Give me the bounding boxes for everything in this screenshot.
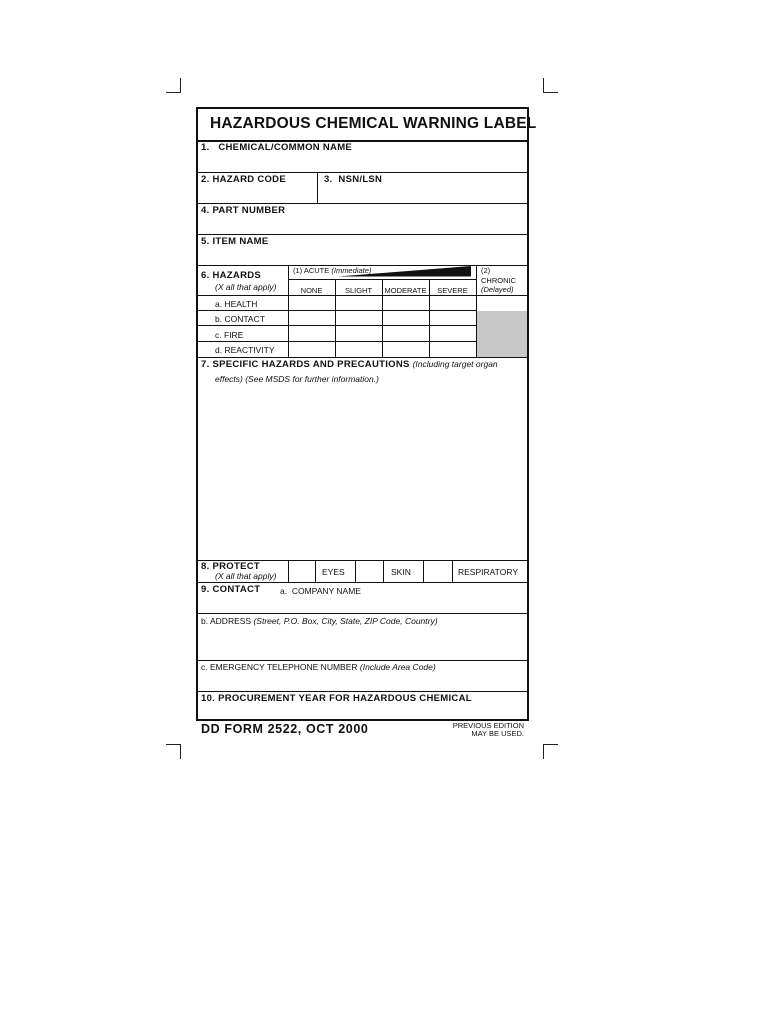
field-7-note-cont: effects) (See MSDS for further information.) bbox=[215, 374, 379, 384]
hazard-label-form bbox=[196, 107, 537, 721]
divider bbox=[198, 172, 527, 173]
divider bbox=[317, 172, 318, 203]
divider bbox=[198, 234, 527, 235]
hazard-row-health bbox=[215, 299, 257, 309]
protect-skin-checkbox[interactable] bbox=[356, 561, 382, 581]
checkbox-contact-none[interactable] bbox=[289, 311, 334, 324]
checkbox-fire-moderate[interactable] bbox=[383, 326, 428, 340]
crop-mark-bottom-right bbox=[543, 744, 558, 759]
field-10-label bbox=[201, 693, 472, 704]
checkbox-reactivity-severe[interactable] bbox=[430, 342, 475, 356]
protect-respiratory-checkbox[interactable] bbox=[424, 561, 451, 581]
crop-mark-bottom-left bbox=[166, 744, 181, 759]
divider bbox=[383, 560, 384, 582]
field-1-number: 1. bbox=[201, 142, 210, 153]
divider bbox=[452, 560, 453, 582]
procurement-year-field[interactable] bbox=[198, 705, 527, 719]
checkbox-contact-severe[interactable] bbox=[430, 311, 475, 324]
chemical-name-field[interactable] bbox=[198, 154, 527, 171]
level-slight: SLIGHT bbox=[344, 286, 373, 295]
checkbox-reactivity-moderate[interactable] bbox=[383, 342, 428, 356]
field-10-number: 10. bbox=[201, 693, 216, 704]
edition-line-2: MAY BE USED. bbox=[471, 729, 524, 738]
checkbox-reactivity-slight[interactable] bbox=[336, 342, 381, 356]
acute-note: (Immediate) bbox=[331, 266, 372, 275]
divider bbox=[198, 691, 527, 692]
sub-note: (Include Area Code) bbox=[359, 662, 436, 672]
field-1-text: CHEMICAL/COMMON NAME bbox=[218, 142, 353, 153]
crop-mark-top-left bbox=[166, 78, 181, 93]
hazard-row-fire bbox=[215, 330, 243, 340]
field-6-note: (X all that apply) bbox=[215, 282, 277, 292]
field-9-label bbox=[201, 584, 260, 595]
hazard-code-field[interactable] bbox=[198, 186, 316, 202]
chronic-label bbox=[481, 266, 516, 295]
sub-label: EMERGENCY TELEPHONE NUMBER bbox=[210, 662, 358, 672]
crop-mark-top-right bbox=[543, 78, 558, 93]
sub-label: COMPANY NAME bbox=[291, 586, 361, 596]
field-2-number: 2. bbox=[201, 174, 210, 185]
divider bbox=[198, 203, 527, 204]
protect-eyes-checkbox[interactable] bbox=[289, 561, 314, 581]
protect-respiratory-label: RESPIRATORY bbox=[458, 567, 518, 577]
edition-line-1: PREVIOUS EDITION bbox=[452, 721, 524, 730]
sub-letter: c. bbox=[201, 662, 208, 672]
field-5-text: ITEM NAME bbox=[212, 236, 269, 247]
hazard-row-contact bbox=[215, 314, 265, 324]
row-letter: b. bbox=[215, 314, 223, 324]
checkbox-health-none[interactable] bbox=[289, 296, 334, 309]
row-label: HEALTH bbox=[224, 299, 258, 309]
company-name-label bbox=[280, 586, 361, 596]
checkbox-contact-slight[interactable] bbox=[336, 311, 381, 324]
row-label: CONTACT bbox=[224, 314, 265, 324]
checkbox-health-moderate[interactable] bbox=[383, 296, 428, 309]
sub-note: (Street, P.O. Box, City, State, ZIP Code, Country) bbox=[253, 616, 438, 626]
field-9-text: CONTACT bbox=[212, 584, 261, 595]
divider bbox=[198, 613, 527, 614]
hazard-row-reactivity bbox=[215, 345, 275, 355]
field-8-text: PROTECT bbox=[212, 561, 260, 572]
checkbox-fire-severe[interactable] bbox=[430, 326, 475, 340]
chronic-number: (2) bbox=[481, 266, 491, 275]
row-letter: a. bbox=[215, 299, 223, 309]
field-9-number: 9. bbox=[201, 584, 210, 595]
field-2-label bbox=[201, 174, 286, 185]
checkbox-health-severe[interactable] bbox=[430, 296, 475, 309]
company-name-field[interactable] bbox=[198, 597, 527, 612]
field-6-label bbox=[201, 270, 261, 281]
field-5-label bbox=[201, 236, 269, 247]
sub-label: ADDRESS bbox=[210, 616, 252, 626]
chronic-note: (Delayed) bbox=[481, 285, 514, 294]
field-8-number: 8. bbox=[201, 561, 210, 572]
edition-note bbox=[440, 722, 524, 738]
field-6-number: 6. bbox=[201, 270, 210, 281]
field-7-text: SPECIFIC HAZARDS AND PRECAUTIONS bbox=[212, 359, 410, 370]
field-8-note: (X all that apply) bbox=[215, 571, 277, 581]
field-3-text: NSN/LSN bbox=[338, 174, 383, 185]
level-severe: SEVERE bbox=[437, 286, 468, 295]
checkbox-reactivity-none[interactable] bbox=[289, 342, 334, 356]
row-letter: d. bbox=[215, 345, 223, 355]
field-4-label bbox=[201, 205, 285, 216]
specific-hazards-field[interactable] bbox=[198, 389, 527, 558]
field-3-number: 3. bbox=[324, 174, 333, 185]
level-none: NONE bbox=[300, 286, 323, 295]
field-6-text: HAZARDS bbox=[212, 270, 262, 281]
field-5-number: 5. bbox=[201, 236, 210, 247]
field-7-note: (Including target organ bbox=[412, 359, 498, 369]
protect-eyes-label: EYES bbox=[322, 567, 345, 577]
checkbox-contact-moderate[interactable] bbox=[383, 311, 428, 324]
field-7-label bbox=[201, 359, 498, 370]
checkbox-fire-none[interactable] bbox=[289, 326, 334, 340]
chronic-shaded-area bbox=[477, 311, 527, 357]
field-7-number: 7. bbox=[201, 359, 210, 370]
field-3-label bbox=[324, 174, 382, 185]
divider bbox=[198, 660, 527, 661]
checkbox-health-chronic[interactable] bbox=[477, 296, 527, 310]
row-label: REACTIVITY bbox=[224, 345, 275, 355]
divider bbox=[198, 582, 527, 583]
divider bbox=[198, 357, 527, 358]
row-label: FIRE bbox=[224, 330, 244, 340]
nsn-lsn-field[interactable] bbox=[319, 186, 527, 202]
divider bbox=[315, 560, 316, 582]
form-title: HAZARDOUS CHEMICAL WARNING LABEL bbox=[210, 115, 537, 132]
protect-skin-label: SKIN bbox=[391, 567, 411, 577]
emergency-phone-label bbox=[201, 662, 436, 672]
address-label bbox=[201, 616, 438, 626]
address-field[interactable] bbox=[198, 628, 527, 659]
wedge-shape bbox=[338, 266, 471, 277]
field-1-label bbox=[201, 142, 352, 153]
emergency-phone-field[interactable] bbox=[198, 674, 527, 690]
level-moderate: MODERATE bbox=[384, 286, 427, 295]
field-2-text: HAZARD CODE bbox=[212, 174, 286, 185]
row-letter: c. bbox=[215, 330, 222, 340]
checkbox-health-slight[interactable] bbox=[336, 296, 381, 309]
chronic-text: CHRONIC bbox=[481, 275, 516, 285]
part-number-field[interactable] bbox=[198, 217, 527, 233]
acute-text: (1) ACUTE bbox=[293, 266, 330, 275]
sub-letter: b. bbox=[201, 616, 209, 626]
field-4-text: PART NUMBER bbox=[212, 205, 286, 216]
item-name-field[interactable] bbox=[198, 248, 527, 264]
checkbox-fire-slight[interactable] bbox=[336, 326, 381, 340]
field-4-number: 4. bbox=[201, 205, 210, 216]
field-10-text: PROCUREMENT YEAR FOR HAZARDOUS CHEMICAL bbox=[218, 693, 472, 704]
acute-severity-wedge bbox=[338, 266, 472, 277]
form-identifier: DD FORM 2522, OCT 2000 bbox=[201, 722, 369, 736]
sub-letter: a. bbox=[280, 586, 288, 596]
